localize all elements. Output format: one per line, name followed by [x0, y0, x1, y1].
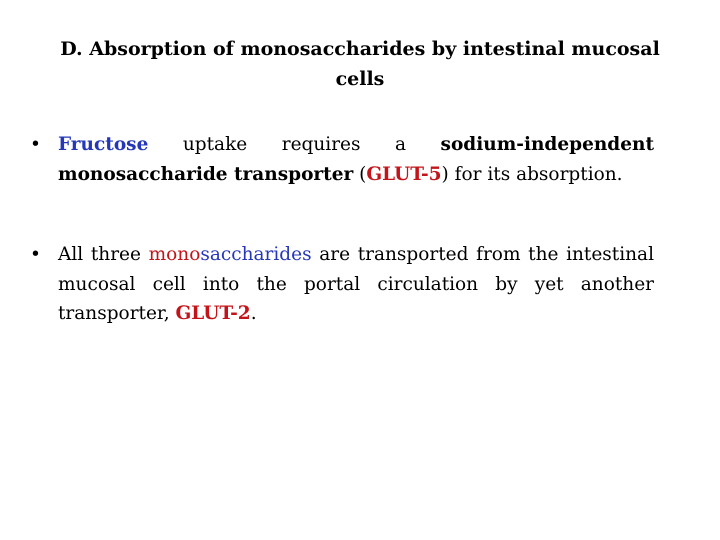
title-line-1: D. Absorption of monosaccharides by intestinal mucosal — [60, 38, 660, 60]
term-mono: mono — [148, 244, 201, 265]
text-segment: All three — [58, 244, 149, 265]
term-glut5: GLUT-5 — [366, 163, 442, 185]
slide-title — [40, 34, 680, 94]
term-transporter: sodium-independent monosaccharide transporter — [58, 134, 654, 185]
term-saccharides: saccharides — [200, 244, 312, 265]
text-segment: . — [250, 303, 257, 324]
term-glut2: GLUT-2 — [175, 303, 251, 324]
term-fructose: Fructose — [58, 134, 149, 155]
bullet-item-fructose — [30, 130, 654, 189]
bullet-dot-icon: • — [30, 134, 41, 155]
bullet-dot-icon: • — [30, 244, 41, 265]
bullet-item-glut2 — [30, 240, 654, 329]
text-segment: uptake requires a — [148, 134, 441, 155]
text-segment: ( — [353, 163, 367, 185]
bullet-text — [58, 130, 654, 189]
bullet-text — [58, 240, 654, 329]
text-segment: ) for its absorption. — [441, 163, 623, 185]
title-line-2: cells — [335, 68, 385, 90]
text-segment: are transported from the intestinal mucosal cell into the portal circulation by yet another transporter, — [58, 244, 655, 324]
